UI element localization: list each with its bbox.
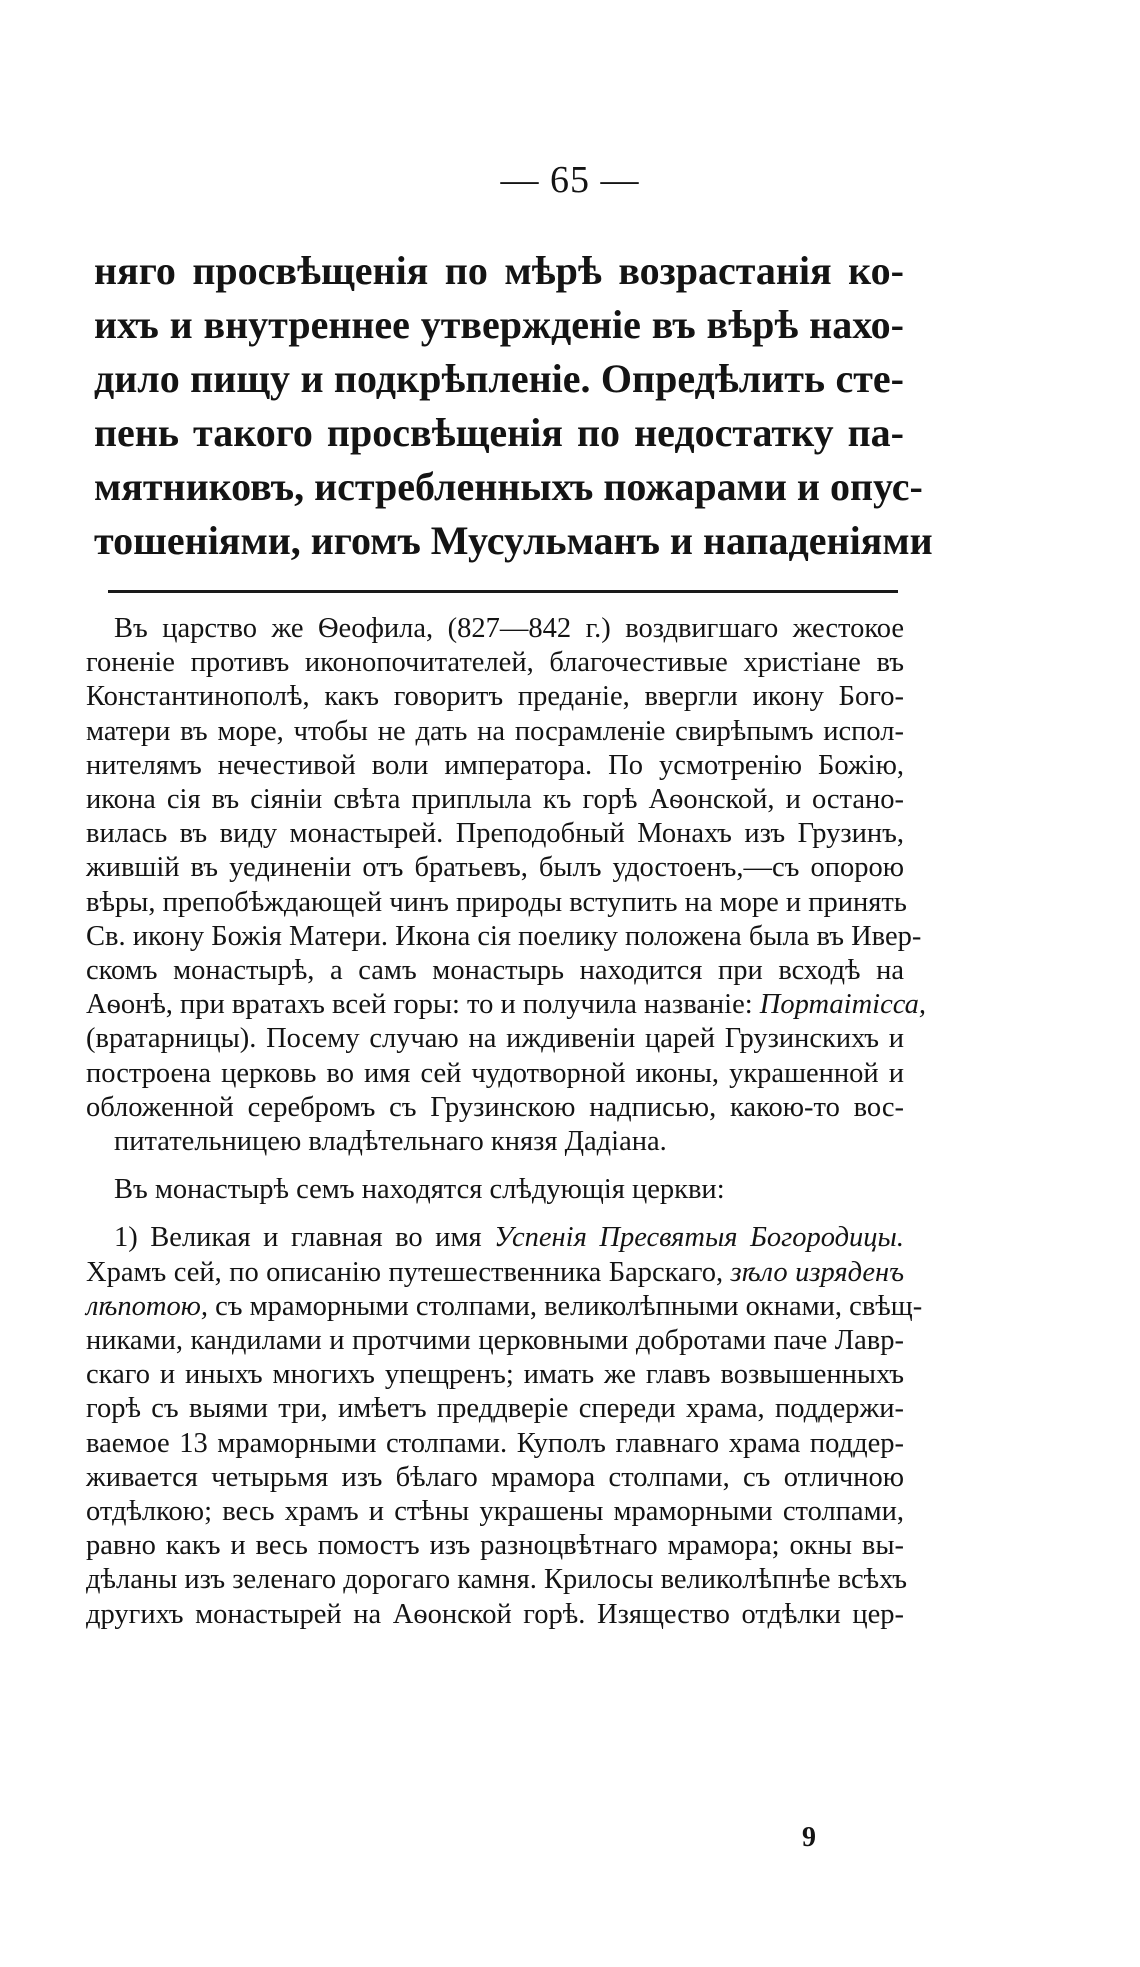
greek-name-portaitissa: Портаітісса,: [759, 989, 927, 1021]
main-text-line: дило пищу и подкрѣпленіе. Опредѣлить сте-: [94, 356, 904, 401]
footnote-line: скаго и иныхъ многихъ упещренъ; имать же главъ возвышенныхъ: [86, 1359, 904, 1391]
footnote-line: (вратарницы). Посему случаю на иждивеніи царей Грузинскихъ и: [86, 1023, 904, 1055]
footnote-separator-rule: [108, 590, 898, 593]
main-text: [94, 244, 933, 568]
main-text-line: пень такого просвѣщенія по недостатку па-: [94, 410, 904, 455]
main-text-line: тошеніями, игомъ Мусульманъ и нападеніями: [94, 518, 933, 563]
footnote-line: [86, 988, 927, 1022]
footnote-line: нителямъ нечестивой воли императора. По усмотренію Божію,: [86, 749, 904, 781]
footnote-line: Въ монастырѣ семъ находятся слѣдующія церкви:: [114, 1174, 725, 1206]
main-text-line: няго просвѣщенія по мѣрѣ возрастанія ко-: [94, 248, 904, 293]
footnote-line-text: 1) Великая и главная во имя: [114, 1222, 495, 1254]
main-text-line: ихъ и внутреннее утвержденіе въ вѣрѣ нахо-: [94, 302, 904, 347]
footnote-line: другихъ монастырей на Аѳонской горѣ. Изящество отдѣлки цер-: [86, 1598, 904, 1630]
quoted-phrase: зѣло изряденъ: [730, 1256, 904, 1288]
printer-sheet-signature: 9: [802, 1822, 816, 1853]
footnote-line: вилась въ виду монастырей. Преподобный Монахъ изъ Грузинъ,: [86, 818, 904, 850]
footnote-line: равно какъ и весь помостъ изъ разноцвѣтнаго мрамора; окны вы-: [86, 1530, 904, 1562]
footnote-line: питательницею владѣтельнаго князя Дадіана.: [114, 1126, 667, 1158]
footnote-line-text: Аѳонѣ, при вратахъ всей горы: то и получила названіе:: [86, 989, 760, 1021]
footnote-line: горѣ съ выями три, имѣетъ преддверіе спереди храма, поддержи-: [86, 1393, 904, 1425]
footnote-paragraph: [86, 1221, 923, 1631]
footnote-line: [86, 1221, 904, 1255]
footnote-line: обложенной серебромъ съ Грузинскою надписью, какою-то вос-: [86, 1091, 904, 1123]
footnote-line: икона сія въ сіяніи свѣта приплыла къ горѣ Аѳонской, и остано-: [86, 784, 904, 816]
footnote-line: никами, кандилами и протчими церковными добротами паче Лавр-: [86, 1325, 904, 1357]
footnote-line: дѣланы изъ зеленаго дорогаго камня. Крилосы великолѣпнѣе всѣхъ: [86, 1564, 908, 1596]
footnote-line: ваемое 13 мраморными столпами. Куполъ главнаго храма поддер-: [86, 1427, 904, 1459]
footnote-line: живается четырьмя изъ бѣлаго мрамора столпами, съ отличною: [86, 1461, 904, 1493]
footnote-line: матери въ море, чтобы не дать на посрамленіе свирѣпымъ испол-: [86, 715, 904, 747]
footnote-line: построена церковь во имя сей чудотворной иконы, украшенной и: [86, 1057, 904, 1089]
footnote-line: гоненіе противъ иконопочитателей, благочестивые христіане въ: [86, 647, 904, 679]
main-text-line: мятниковъ, истребленныхъ пожарами и опус-: [94, 464, 923, 509]
page-number: — 65 —: [500, 159, 640, 201]
footnote-line: вѣры, препобѣждающей чинъ природы вступить на море и принять: [86, 886, 907, 918]
footnote-line: скомъ монастырѣ, а самъ монастырь находится при всходѣ на: [86, 955, 904, 987]
footnote-line-text: съ мраморными столпами, великолѣпными окнами, свѣщ-: [208, 1290, 923, 1322]
footnote-line: отдѣлкою; весь храмъ и стѣны украшены мраморными столпами,: [86, 1496, 904, 1528]
footnote-line: Св. икону Божія Матери. Икона сія поелику положена была въ Ивер-: [86, 920, 922, 952]
footnote-line: жившій въ уединеніи отъ братьевъ, былъ удостоенъ,—съ опорою: [86, 852, 904, 884]
paragraph-gap: [86, 1159, 904, 1173]
footnote-paragraph: [86, 612, 927, 1159]
paragraph-gap: [86, 1207, 904, 1221]
footnote: [86, 612, 927, 1632]
footnote-line: [86, 1256, 904, 1290]
footnote-line: Константинополѣ, какъ говоритъ преданіе, ввергли икону Бого-: [86, 681, 904, 713]
footnote-line: Въ царство же Ѳеофила, (827—842 г.) воздвигшаго жестокое: [114, 613, 904, 644]
church-dedication-name: Успенія Пресвятыя Богородицы.: [494, 1222, 904, 1254]
quoted-phrase: лѣпотою,: [86, 1290, 208, 1322]
footnote-paragraph: [86, 1173, 904, 1207]
footnote-line: [86, 1290, 923, 1324]
footnote-line-text: Храмъ сей, по описанію путешественника Барскаго,: [86, 1256, 731, 1288]
